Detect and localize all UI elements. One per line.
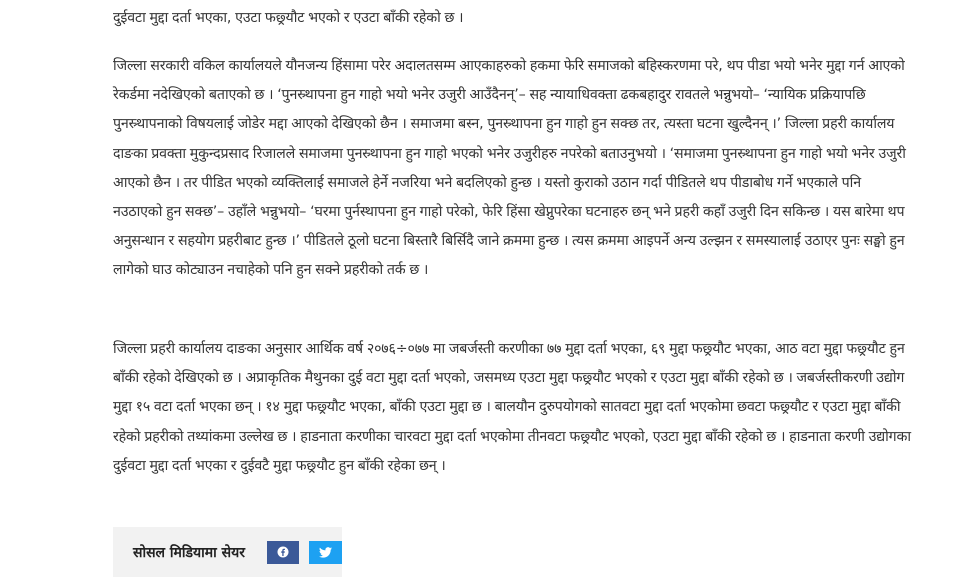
article-paragraph: दुईवटा मुद्दा दर्ता भएका, एउटा फछ्र्यौट भएको र एउटा बाँकी रहेको छ ।: [113, 10, 464, 26]
twitter-icon: [319, 547, 332, 558]
social-share-bar: [113, 527, 342, 577]
facebook-share-button[interactable]: [267, 541, 300, 564]
article-paragraph: जिल्ला सरकारी वकिल कार्यालयले यौनजन्य हिंसामा परेर अदालतसम्म आएकाहरुको हकमा फेरि समाजको बहिस्करणमा परे, थप पीडा भयो भनेर मुद्दा गर्न आएको रेकर्डमा नदेखिएको बताएको छ । ‘पुनस्र्थापना हुन गाहो भयो भनेर उजुरी आउँदैनन्’– सह न्यायाधिवक्ता ढकबहादुर रावतले भन्नुभयो– ‘न्यायिक प्रक्रियापछि पुनस्र्थापनाको विषयलाई जोडेर मद्दा आएको देखिएको छैन । समाजमा बस्न, पुनस्र्थापना हुन गाहो हुन सक्छ तर, त्यस्ता घटना खुल्दैनन् ।’ जिल्ला प्रहरी कार्यालय दाङका प्रवक्ता मुकुन्दप्रसाद रिजालले समाजमा पुनस्र्थापना हुन गाहो भएको भनेर उजुरीहरु नपरेको बताउनुभयो । ‘समाजमा पुनस्र्थापना हुन गाहो भयो भनेर उजुरी आएको छैन । तर पीडित भएको व्यक्तिलाई समाजले हेर्ने नजरिया भने बदलिएको हुन्छ । यस्तो कुराको उठान गर्दा पीडितले थप पीडाबोध गर्ने भएकाले पनि नउठाएको हुन सक्छ’– उहाँले भन्नुभयो– ‘घरमा पुर्नस्थापना हुन गाहो परेको, फेरि हिंसा खेप्नुपरेका घटनाहरु छन् भने प्रहरी कहाँ उजुरी दिन सकिन्छ । यस बारेमा थप अनुसन्धान र सहयोग प्रहरीबाट हुन्छ ।’ पीडितले ठूलो घटना बिस्तारै बिर्सिदै जाने क्रममा हुन्छ । त्यस क्रममा आइपर्ने अन्य उल्झन र समस्यालाई उठाएर पुनः सङ्घो हुन लागेको घाउ कोट्याउन नचाहेको पनि हुन सक्ने प्रहरीको तर्क छ ।: [113, 58, 906, 279]
share-label: सोसल मिडियामा सेयर: [133, 544, 245, 561]
article-paragraph: जिल्ला प्रहरी कार्यालय दाङका अनुसार आर्थिक वर्ष २०७६÷०७७ मा जबर्जस्ती करणीका ७७ मुद्दा दर्ता भएका, ६९ मुद्दा फछ्र्यौट भएका, आठ वटा मुद्दा फछ्र्यौट हुन बाँकी रहेको देखिएको छ । अप्राकृतिक मैथुनका दुई वटा मुद्दा दर्ता भएको, जसमध्य एउटा मुद्दा फछ्र्यौट भएको र एउटा मुद्दा बाँकी रहेको छ । जबर्जस्तीकरणी उद्योग मुद्दा १५ वटा दर्ता भएका छन् । १४ मुद्दा फछ्र्यौट भएका, बाँकी एउटा मुद्दा छ । बालयौन दुरुपयोगको सातवटा मुद्दा दर्ता भएकोमा छवटा फछ्र्यौट र एउटा मुद्दा बाँकी रहेको प्रहरीको तथ्यांकमा उल्लेख छ । हाडनाता करणीका चारवटा मुद्दा दर्ता भएकोमा तीनवटा फछ्र्यौट भएको, एउटा मुद्दा बाँकी रहेको छ । हाडनाता करणी उद्योगका दुईवटा मुद्दा दर्ता भएका र दुईवटै मुद्दा फछ्र्यौट हुन बाँकी रहेका छन् ।: [113, 341, 911, 474]
facebook-icon: [277, 546, 289, 558]
twitter-share-button[interactable]: [309, 541, 342, 564]
